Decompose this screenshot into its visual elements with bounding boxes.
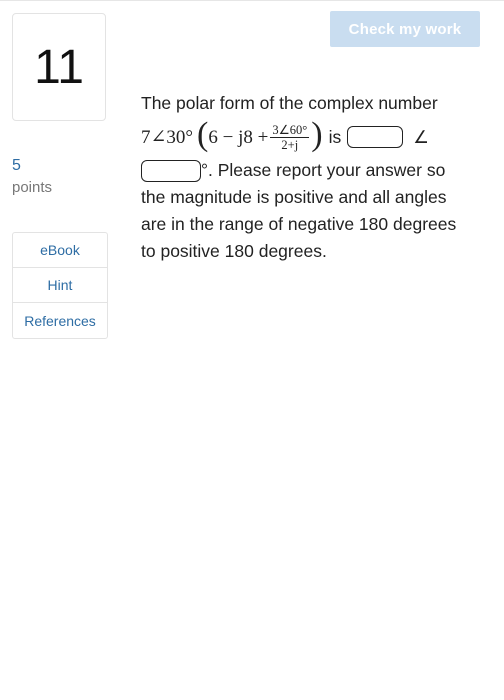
- expr-middle: 6 − j8 +: [208, 126, 269, 148]
- math-expression-line: [141, 117, 491, 157]
- is-text: is: [328, 126, 342, 147]
- points-value: 5: [12, 157, 21, 174]
- question-intro: The polar form of the complex number: [141, 93, 438, 113]
- angle-answer-input[interactable]: [141, 160, 201, 182]
- fraction-denominator: 2+j: [281, 137, 299, 152]
- hint-link[interactable]: Hint: [13, 268, 107, 303]
- expr-lead: 7∠30°: [141, 126, 194, 148]
- question-line-6: to positive 180 degrees.: [141, 241, 327, 261]
- ebook-link[interactable]: eBook: [13, 233, 107, 268]
- fraction: [270, 123, 309, 152]
- question-text: [141, 90, 491, 265]
- fraction-numerator: 3∠60°: [272, 122, 308, 137]
- degree-text: °. Please report your answer so: [201, 160, 446, 180]
- magnitude-answer-input[interactable]: [347, 126, 403, 148]
- question-number-box: [12, 13, 106, 121]
- top-divider: [0, 0, 504, 1]
- check-my-work-button[interactable]: Check my work: [330, 11, 480, 47]
- question-number: 11: [34, 40, 84, 94]
- close-paren: ): [311, 116, 323, 153]
- question-line-4: the magnitude is positive and all angles: [141, 187, 447, 207]
- open-paren: (: [197, 116, 209, 153]
- angle-answer-line: [141, 157, 491, 184]
- references-link[interactable]: References: [24, 312, 96, 329]
- points-label: points: [12, 179, 53, 196]
- resource-links: [12, 232, 108, 339]
- angle-symbol: ∠: [413, 126, 429, 147]
- question-line-5: are in the range of negative 180 degrees: [141, 214, 457, 234]
